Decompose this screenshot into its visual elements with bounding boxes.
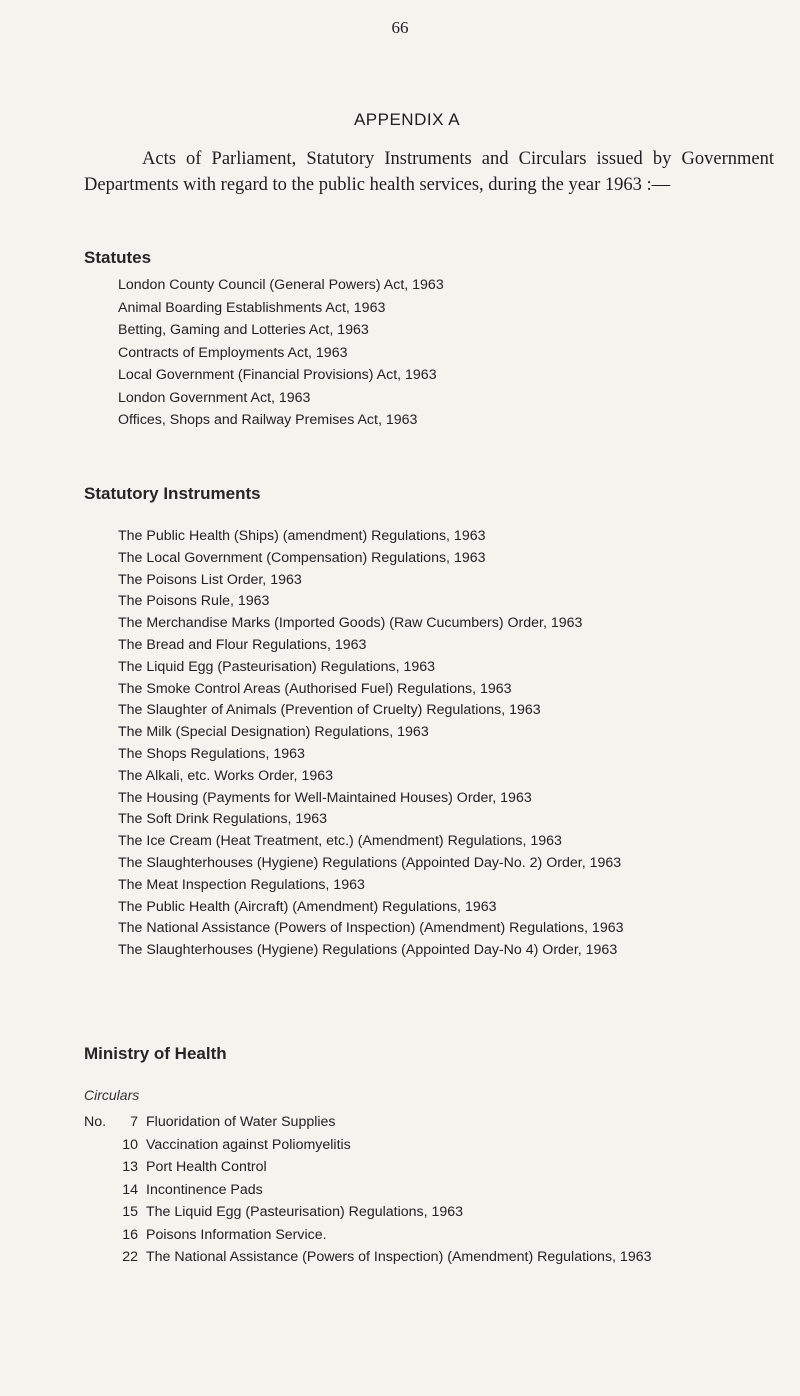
instrument-item: The Local Government (Compensation) Regulations, 1963 bbox=[118, 549, 486, 566]
statute-item: Betting, Gaming and Lotteries Act, 1963 bbox=[118, 322, 369, 338]
instrument-item: The Slaughterhouses (Hygiene) Regulations (Appointed Day-No 4) Order, 1963 bbox=[118, 942, 618, 959]
circular-title: Poisons Information Service. bbox=[146, 1226, 327, 1243]
instrument-item: The Slaughter of Animals (Prevention of Cruelty) Regulations, 1963 bbox=[118, 702, 541, 719]
statutes-heading: Statutes bbox=[84, 248, 152, 267]
appendix-title: APPENDIX A bbox=[353, 110, 461, 129]
instrument-item: The Liquid Egg (Pasteurisation) Regulations, 1963 bbox=[118, 658, 436, 675]
instrument-item: The National Assistance (Powers of Inspection) (Amendment) Regulations, 1963 bbox=[118, 920, 624, 937]
circular-number: 14 bbox=[122, 1181, 138, 1198]
circular-title: The National Assistance (Powers of Inspection) (Amendment) Regulations, 1963 bbox=[146, 1249, 652, 1265]
statute-item: Offices, Shops and Railway Premises Act, 1963 bbox=[118, 412, 418, 428]
instrument-item: The Smoke Control Areas (Authorised Fuel) Regulations, 1963 bbox=[118, 680, 512, 697]
statutory-instruments-list bbox=[118, 526, 624, 962]
circular-number: 7 bbox=[130, 1114, 138, 1130]
statutory-instruments-heading: Statutory Instruments bbox=[84, 484, 261, 503]
statute-item: Local Government (Financial Provisions) Act, 1963 bbox=[118, 367, 437, 383]
statutes-list bbox=[118, 274, 444, 432]
instrument-item: The Public Health (Ships) (amendment) Regulations, 1963 bbox=[118, 528, 486, 544]
instrument-item: The Meat Inspection Regulations, 1963 bbox=[118, 876, 365, 893]
instrument-item: The Slaughterhouses (Hygiene) Regulations (Appointed Day-No. 2) Order, 1963 bbox=[118, 854, 622, 871]
ministry-heading: Ministry of Health bbox=[84, 1044, 227, 1063]
circular-title: Vaccination against Poliomyelitis bbox=[146, 1136, 351, 1153]
circular-number: 10 bbox=[122, 1136, 138, 1153]
circular-title: Port Health Control bbox=[146, 1159, 267, 1175]
statute-item: Contracts of Employments Act, 1963 bbox=[118, 344, 348, 361]
intro-paragraph: Acts of Parliament, Statutory Instruments and Circulars issued by Government Departments with regard to the public health services, during the year 1963 :— bbox=[84, 149, 774, 195]
circular-number: 16 bbox=[122, 1226, 138, 1243]
statute-item: London Government Act, 1963 bbox=[118, 389, 311, 406]
instrument-item: The Alkali, etc. Works Order, 1963 bbox=[118, 767, 334, 784]
statute-item: Animal Boarding Establishments Act, 1963 bbox=[118, 299, 386, 316]
circular-title: The Liquid Egg (Pasteurisation) Regulations, 1963 bbox=[146, 1204, 464, 1220]
circular-number: 13 bbox=[122, 1159, 138, 1175]
instrument-item: The Ice Cream (Heat Treatment, etc.) (Amendment) Regulations, 1963 bbox=[118, 833, 562, 850]
instrument-item: The Milk (Special Designation) Regulations, 1963 bbox=[118, 724, 429, 741]
page-number: 66 bbox=[391, 18, 409, 37]
instrument-item: The Merchandise Marks (Imported Goods) (Raw Cucumbers) Order, 1963 bbox=[118, 615, 583, 632]
circular-title: Fluoridation of Water Supplies bbox=[146, 1114, 336, 1130]
instrument-item: The Shops Regulations, 1963 bbox=[118, 745, 305, 762]
circular-title: Incontinence Pads bbox=[146, 1181, 263, 1198]
instrument-item: The Public Health (Aircraft) (Amendment) Regulations, 1963 bbox=[118, 898, 497, 915]
instrument-item: The Bread and Flour Regulations, 1963 bbox=[118, 636, 367, 653]
instrument-item: The Soft Drink Regulations, 1963 bbox=[118, 811, 327, 828]
statute-item: London County Council (General Powers) Act, 1963 bbox=[118, 277, 444, 293]
circular-number: 22 bbox=[122, 1249, 138, 1265]
circular-no-prefix: No. bbox=[84, 1114, 107, 1130]
instrument-item: The Poisons List Order, 1963 bbox=[118, 571, 302, 588]
circular-number: 15 bbox=[122, 1204, 138, 1220]
instrument-item: The Housing (Payments for Well-Maintained Houses) Order, 1963 bbox=[118, 789, 532, 806]
circulars-label: Circulars bbox=[84, 1087, 140, 1103]
instrument-item: The Poisons Rule, 1963 bbox=[118, 593, 270, 610]
